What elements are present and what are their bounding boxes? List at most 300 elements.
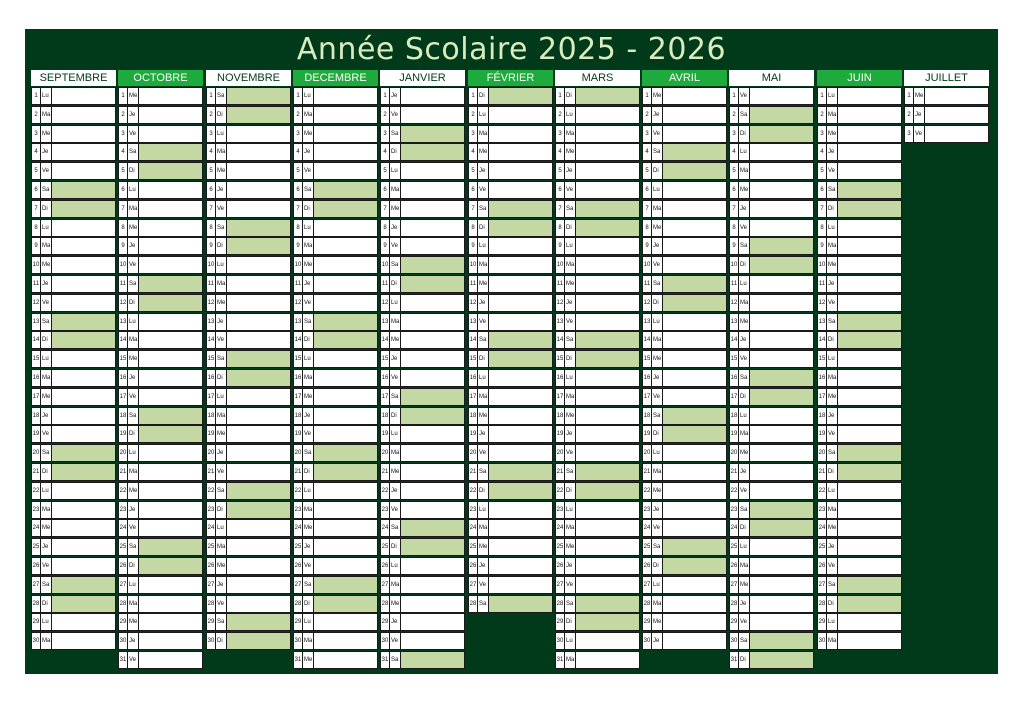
day-number: 1: [905, 88, 914, 104]
day-number: 18: [818, 408, 827, 424]
page-title: Année Scolaire 2025 - 2026: [296, 32, 727, 67]
day-number: 20: [643, 445, 652, 461]
day-number: 11: [32, 276, 41, 292]
day-number: 12: [119, 295, 128, 311]
day-number: 24: [556, 520, 565, 536]
day-number: 17: [730, 389, 739, 405]
weekday-label: Ve: [565, 182, 576, 198]
day-cell: [642, 256, 727, 274]
weekday-label: Sa: [41, 314, 52, 330]
weekday-label: Me: [739, 445, 750, 461]
day-cell: [206, 538, 291, 556]
weekday-label: Ma: [216, 539, 227, 555]
day-number: 7: [381, 201, 390, 217]
weekday-label: Me: [390, 332, 401, 348]
day-number: 9: [469, 238, 478, 254]
weekday-label: Lu: [303, 220, 314, 236]
day-cell: [31, 388, 116, 406]
day-cell: [729, 256, 814, 274]
day-number: 10: [469, 257, 478, 273]
day-number: 14: [32, 332, 41, 348]
weekday-label: Lu: [652, 445, 663, 461]
day-cell: [380, 613, 465, 631]
day-number: 25: [207, 539, 216, 555]
weekday-label: Sa: [739, 370, 750, 386]
weekday-label: Di: [739, 126, 750, 142]
weekday-label: Sa: [827, 182, 838, 198]
weekday-label: Je: [128, 370, 139, 386]
day-cell: [642, 237, 727, 255]
day-cell: [31, 557, 116, 575]
day-cell: [380, 369, 465, 387]
day-cell: [31, 576, 116, 594]
day-number: 27: [730, 577, 739, 593]
weekday-label: Me: [41, 389, 52, 405]
day-cell: [206, 595, 291, 613]
weekday-label: Je: [652, 502, 663, 518]
day-number: 5: [32, 163, 41, 179]
day-cell: [293, 237, 378, 255]
day-number: 9: [381, 238, 390, 254]
day-number: 20: [119, 445, 128, 461]
weekday-label: Sa: [390, 126, 401, 142]
weekday-label: Ma: [128, 464, 139, 480]
weekday-label: Sa: [303, 182, 314, 198]
day-number: 24: [730, 520, 739, 536]
day-number: 21: [469, 464, 478, 480]
weekday-label: Lu: [478, 107, 489, 123]
day-cell: [817, 407, 902, 425]
day-number: 1: [730, 88, 739, 104]
weekday-label: Sa: [478, 596, 489, 612]
day-number: 5: [556, 163, 565, 179]
day-cell: [642, 538, 727, 556]
day-number: 31: [119, 652, 128, 668]
month-header: JANVIER: [380, 70, 465, 86]
day-cell: [31, 613, 116, 631]
day-cell: [555, 294, 640, 312]
day-number: 15: [32, 351, 41, 367]
day-cell: [468, 407, 553, 425]
weekday-label: Di: [565, 483, 576, 499]
weekday-label: Ma: [478, 126, 489, 142]
weekday-label: Sa: [216, 351, 227, 367]
day-number: 23: [643, 502, 652, 518]
weekday-label: Ve: [652, 126, 663, 142]
day-number: 28: [381, 596, 390, 612]
day-cell: [118, 162, 203, 180]
day-number: 19: [294, 426, 303, 442]
weekday-label: Sa: [739, 107, 750, 123]
day-number: 8: [32, 220, 41, 236]
weekday-label: Lu: [652, 314, 663, 330]
weekday-label: Me: [303, 126, 314, 142]
day-cell: [118, 519, 203, 537]
day-cell: [380, 538, 465, 556]
weekday-label: Je: [914, 107, 925, 123]
weekday-label: Je: [390, 351, 401, 367]
day-cell: [817, 125, 902, 143]
weekday-label: Di: [652, 558, 663, 574]
weekday-label: Ma: [41, 502, 52, 518]
day-cell: [555, 425, 640, 443]
weekday-label: Ma: [41, 107, 52, 123]
weekday-label: Sa: [390, 520, 401, 536]
day-cell: [468, 143, 553, 161]
day-number: 3: [818, 126, 827, 142]
weekday-label: Me: [478, 276, 489, 292]
day-cell: [817, 143, 902, 161]
weekday-label: Je: [390, 88, 401, 104]
weekday-label: Je: [390, 220, 401, 236]
day-cell: [468, 162, 553, 180]
weekday-label: Lu: [390, 163, 401, 179]
day-number: 1: [556, 88, 565, 104]
weekday-label: Ve: [41, 163, 52, 179]
day-number: 4: [818, 144, 827, 160]
weekday-label: Ve: [216, 464, 227, 480]
weekday-label: Je: [390, 614, 401, 630]
weekday-label: Je: [303, 408, 314, 424]
day-number: 18: [643, 408, 652, 424]
day-number: 14: [556, 332, 565, 348]
day-number: 17: [207, 389, 216, 405]
day-number: 4: [119, 144, 128, 160]
day-number: 3: [905, 126, 914, 142]
day-number: 23: [469, 502, 478, 518]
day-cell: [31, 162, 116, 180]
day-cell: [206, 369, 291, 387]
day-cell: [206, 557, 291, 575]
day-number: 8: [469, 220, 478, 236]
day-cell: [206, 181, 291, 199]
day-number: 3: [381, 126, 390, 142]
weekday-label: Ma: [128, 332, 139, 348]
day-cell: [380, 388, 465, 406]
weekday-label: Me: [216, 558, 227, 574]
day-number: 9: [294, 238, 303, 254]
weekday-label: Ma: [827, 502, 838, 518]
weekday-label: Me: [652, 88, 663, 104]
day-number: 17: [556, 389, 565, 405]
day-cell: [642, 519, 727, 537]
day-cell: [468, 595, 553, 613]
day-cell: [206, 632, 291, 650]
day-cell: [817, 557, 902, 575]
day-cell: [817, 501, 902, 519]
day-cell: [118, 125, 203, 143]
day-cell: [118, 219, 203, 237]
day-cell: [293, 256, 378, 274]
weekday-label: Lu: [478, 370, 489, 386]
weekday-label: Di: [303, 596, 314, 612]
weekday-label: Di: [390, 539, 401, 555]
day-number: 5: [469, 163, 478, 179]
weekday-label: Ma: [216, 144, 227, 160]
weekday-label: Ve: [652, 520, 663, 536]
day-number: 10: [730, 257, 739, 273]
day-cell: [555, 143, 640, 161]
weekday-label: Sa: [652, 276, 663, 292]
weekday-label: Ma: [739, 295, 750, 311]
month-header: MARS: [555, 70, 640, 86]
day-cell: [642, 87, 727, 105]
day-number: 21: [730, 464, 739, 480]
day-cell: [729, 275, 814, 293]
day-cell: [642, 181, 727, 199]
day-number: 2: [32, 107, 41, 123]
day-number: 17: [294, 389, 303, 405]
weekday-label: Je: [478, 426, 489, 442]
day-cell: [729, 237, 814, 255]
day-number: 16: [32, 370, 41, 386]
day-cell: [468, 219, 553, 237]
day-number: 28: [119, 596, 128, 612]
day-number: 28: [32, 596, 41, 612]
weekday-label: Ma: [827, 238, 838, 254]
day-number: 23: [119, 502, 128, 518]
day-number: 30: [32, 633, 41, 649]
day-cell: [293, 369, 378, 387]
day-number: 23: [294, 502, 303, 518]
day-number: 22: [294, 483, 303, 499]
day-number: 7: [207, 201, 216, 217]
day-cell: [293, 331, 378, 349]
weekday-label: Je: [565, 295, 576, 311]
day-cell: [729, 501, 814, 519]
day-number: 27: [818, 577, 827, 593]
day-cell: [118, 501, 203, 519]
day-number: 6: [556, 182, 565, 198]
day-number: 9: [32, 238, 41, 254]
day-number: 25: [818, 539, 827, 555]
weekday-label: Di: [827, 464, 838, 480]
day-number: 11: [730, 276, 739, 292]
weekday-label: Ve: [652, 257, 663, 273]
day-cell: [118, 538, 203, 556]
day-cell: [380, 651, 465, 669]
day-number: 3: [556, 126, 565, 142]
day-number: 2: [905, 107, 914, 123]
day-cell: [380, 501, 465, 519]
day-number: 1: [32, 88, 41, 104]
day-cell: [817, 200, 902, 218]
weekday-label: Lu: [128, 445, 139, 461]
day-cell: [31, 237, 116, 255]
day-cell: [380, 275, 465, 293]
weekday-label: Me: [128, 351, 139, 367]
weekday-label: Ma: [565, 652, 576, 668]
day-cell: [555, 388, 640, 406]
weekday-label: Me: [41, 126, 52, 142]
day-number: 1: [294, 88, 303, 104]
day-cell: [642, 482, 727, 500]
day-number: 27: [207, 577, 216, 593]
day-cell: [555, 237, 640, 255]
day-number: 13: [32, 314, 41, 330]
day-cell: [468, 463, 553, 481]
day-number: 25: [32, 539, 41, 555]
day-cell: [817, 595, 902, 613]
day-cell: [118, 106, 203, 124]
weekday-label: Ve: [128, 389, 139, 405]
day-cell: [729, 651, 814, 669]
weekday-label: Di: [827, 596, 838, 612]
day-number: 15: [381, 351, 390, 367]
day-number: 28: [207, 596, 216, 612]
day-number: 11: [381, 276, 390, 292]
weekday-label: Ve: [216, 201, 227, 217]
weekday-label: Je: [216, 314, 227, 330]
day-number: 31: [294, 652, 303, 668]
day-number: 19: [381, 426, 390, 442]
day-number: 7: [32, 201, 41, 217]
day-cell: [642, 407, 727, 425]
day-number: 7: [469, 201, 478, 217]
weekday-label: Lu: [739, 408, 750, 424]
day-number: 22: [32, 483, 41, 499]
day-cell: [206, 237, 291, 255]
day-cell: [206, 313, 291, 331]
weekday-label: Di: [739, 257, 750, 273]
day-number: 11: [207, 276, 216, 292]
day-cell: [118, 632, 203, 650]
day-number: 20: [32, 445, 41, 461]
day-cell: [468, 106, 553, 124]
weekday-label: Me: [652, 483, 663, 499]
day-number: 19: [818, 426, 827, 442]
weekday-label: Je: [216, 445, 227, 461]
day-number: 13: [818, 314, 827, 330]
day-cell: [293, 538, 378, 556]
day-number: 30: [818, 633, 827, 649]
day-cell: [555, 651, 640, 669]
day-cell: [555, 444, 640, 462]
day-cell: [293, 576, 378, 594]
weekday-label: Ve: [303, 163, 314, 179]
day-cell: [118, 482, 203, 500]
weekday-label: Ve: [303, 295, 314, 311]
day-number: 20: [294, 445, 303, 461]
day-number: 20: [556, 445, 565, 461]
day-cell: [468, 388, 553, 406]
day-number: 4: [469, 144, 478, 160]
weekday-label: Sa: [390, 389, 401, 405]
day-cell: [293, 407, 378, 425]
day-number: 16: [294, 370, 303, 386]
weekday-label: Me: [216, 163, 227, 179]
day-cell: [729, 519, 814, 537]
weekday-label: Ma: [303, 238, 314, 254]
day-cell: [293, 463, 378, 481]
day-cell: [206, 143, 291, 161]
day-number: 12: [469, 295, 478, 311]
day-cell: [293, 595, 378, 613]
day-cell: [206, 613, 291, 631]
day-number: 10: [207, 257, 216, 273]
day-cell: [729, 463, 814, 481]
day-cell: [380, 632, 465, 650]
day-cell: [555, 331, 640, 349]
day-number: 3: [469, 126, 478, 142]
weekday-label: Sa: [827, 445, 838, 461]
day-cell: [380, 181, 465, 199]
day-cell: [206, 482, 291, 500]
weekday-label: Ve: [478, 577, 489, 593]
day-cell: [293, 143, 378, 161]
day-number: 25: [643, 539, 652, 555]
weekday-label: Di: [478, 351, 489, 367]
weekday-label: Sa: [652, 408, 663, 424]
day-number: 23: [381, 502, 390, 518]
day-cell: [555, 519, 640, 537]
weekday-label: Di: [739, 652, 750, 668]
weekday-label: Ma: [216, 276, 227, 292]
weekday-label: Lu: [128, 314, 139, 330]
day-cell: [468, 576, 553, 594]
weekday-label: Ve: [739, 483, 750, 499]
day-number: 19: [643, 426, 652, 442]
day-cell: [555, 181, 640, 199]
day-number: 18: [556, 408, 565, 424]
weekday-label: Me: [652, 614, 663, 630]
day-cell: [293, 482, 378, 500]
day-number: 6: [643, 182, 652, 198]
day-cell: [380, 125, 465, 143]
day-cell: [817, 444, 902, 462]
day-number: 7: [818, 201, 827, 217]
weekday-label: Me: [739, 182, 750, 198]
day-cell: [729, 313, 814, 331]
weekday-label: Di: [41, 464, 52, 480]
day-cell: [468, 519, 553, 537]
day-cell: [555, 463, 640, 481]
weekday-label: Sa: [827, 314, 838, 330]
weekday-label: Lu: [390, 295, 401, 311]
day-number: 18: [207, 408, 216, 424]
weekday-label: Lu: [303, 88, 314, 104]
weekday-label: Je: [41, 144, 52, 160]
day-cell: [642, 275, 727, 293]
day-number: 1: [207, 88, 216, 104]
day-cell: [293, 444, 378, 462]
weekday-label: Je: [652, 107, 663, 123]
day-cell: [729, 613, 814, 631]
month-header: FÉVRIER: [468, 70, 553, 86]
day-number: 9: [643, 238, 652, 254]
day-number: 16: [381, 370, 390, 386]
day-number: 29: [381, 614, 390, 630]
day-cell: [206, 425, 291, 443]
day-number: 19: [119, 426, 128, 442]
weekday-label: Me: [303, 257, 314, 273]
weekday-label: Lu: [565, 633, 576, 649]
weekday-label: Ve: [390, 107, 401, 123]
weekday-label: Me: [914, 88, 925, 104]
day-cell: [31, 256, 116, 274]
day-number: 27: [643, 577, 652, 593]
day-cell: [206, 576, 291, 594]
weekday-label: Me: [216, 426, 227, 442]
day-number: 5: [119, 163, 128, 179]
day-number: 30: [730, 633, 739, 649]
weekday-label: Me: [478, 144, 489, 160]
day-number: 18: [294, 408, 303, 424]
day-number: 16: [556, 370, 565, 386]
day-number: 12: [294, 295, 303, 311]
weekday-label: Ma: [41, 370, 52, 386]
weekday-label: Je: [739, 201, 750, 217]
